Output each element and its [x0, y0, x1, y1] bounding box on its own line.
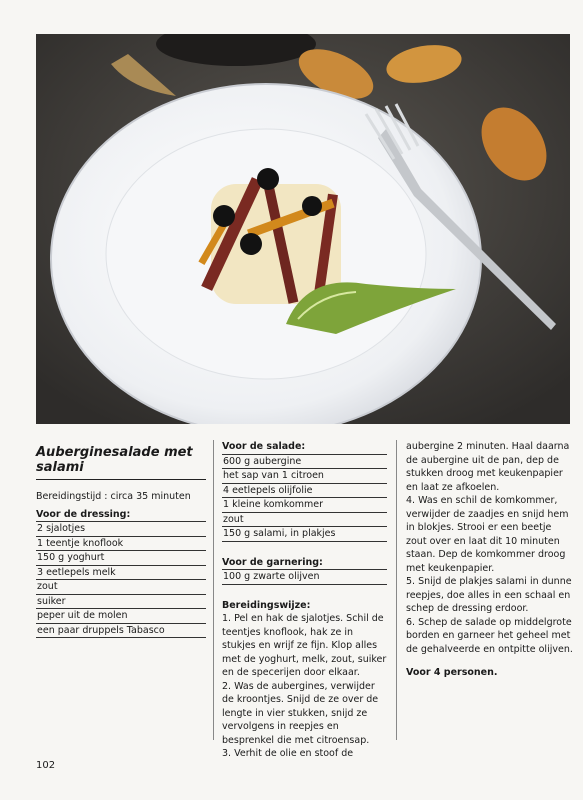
list-item: peper uit de molen — [36, 609, 206, 624]
garnish-heading: Voor de garnering: — [222, 556, 387, 571]
list-item: suiker — [36, 595, 206, 610]
method-step: 6. Schep de salade op middelgrote borden en garneer het geheel met de gehalveerde en ontpitte olijven. — [406, 616, 573, 655]
dressing-list — [36, 522, 206, 638]
salad-list — [222, 455, 387, 542]
method-step: 2. Was de aubergines, verwijder de kroontjes. Snijd de ze over de lengte in vier stukken, snijd ze vervolgens in reepjes en besprenkel die met citroensap. — [222, 680, 379, 746]
list-item: 2 sjalotjes — [36, 522, 206, 537]
column-divider — [396, 440, 397, 740]
servings: Voor 4 personen. — [406, 667, 498, 678]
method-heading: Bereidingswijze: — [222, 599, 311, 611]
list-item: een paar druppels Tabasco — [36, 624, 206, 639]
column-2 — [222, 440, 387, 761]
salad-heading: Voor de salade: — [222, 440, 387, 455]
salad-plate-illustration — [36, 34, 570, 424]
method-step-continued: aubergine 2 minuten. Haal daarna de aubergine uit de pan, dep de stukken droog met keukenpapier en laat ze afkoelen. — [406, 441, 570, 493]
list-item: 1 kleine komkommer — [222, 498, 387, 513]
method-step: 3. Verhit de olie en stoof de — [222, 748, 354, 759]
list-item: 1 teentje knoflook — [36, 537, 206, 552]
method-step: 1. Pel en hak de sjalotjes. Schil de teentjes knoflook, hak ze in stukjes en wrijf ze fijn. Klop alles met de yoghurt, melk, zout, suiker en de specerijen door elkaar. — [222, 613, 387, 678]
list-item: 100 g zwarte olijven — [222, 570, 387, 585]
list-item: zout — [36, 580, 206, 595]
column-3 — [406, 440, 574, 680]
list-item: 600 g aubergine — [222, 455, 387, 470]
recipe-photo — [36, 34, 570, 424]
list-item: 4 eetlepels olijfolie — [222, 484, 387, 499]
column-1 — [36, 445, 206, 638]
recipe-title: Auberginesalade met salami — [36, 445, 206, 480]
garnish-list — [222, 570, 387, 585]
list-item: zout — [222, 513, 387, 528]
method-step: 5. Snijd de plakjes salami in dunne reepjes, doe alles in een schaal en schep de dressing erdoor. — [406, 576, 572, 614]
dressing-heading: Voor de dressing: — [36, 508, 206, 523]
page-number: 102 — [36, 760, 56, 771]
list-item: 150 g salami, in plakjes — [222, 527, 387, 542]
column-divider — [213, 440, 214, 740]
list-item: 150 g yoghurt — [36, 551, 206, 566]
method-step: 4. Was en schil de komkommer, verwijder de zaadjes en snijd hem in blokjes. Strooi er een beetje zout over en laat dit 10 minuten staan. Dep de komkommer droog met keukenpapier. — [406, 495, 569, 574]
prep-time: Bereidingstijd : circa 35 minuten — [36, 491, 191, 502]
list-item: 3 eetlepels melk — [36, 566, 206, 581]
list-item: het sap van 1 citroen — [222, 469, 387, 484]
